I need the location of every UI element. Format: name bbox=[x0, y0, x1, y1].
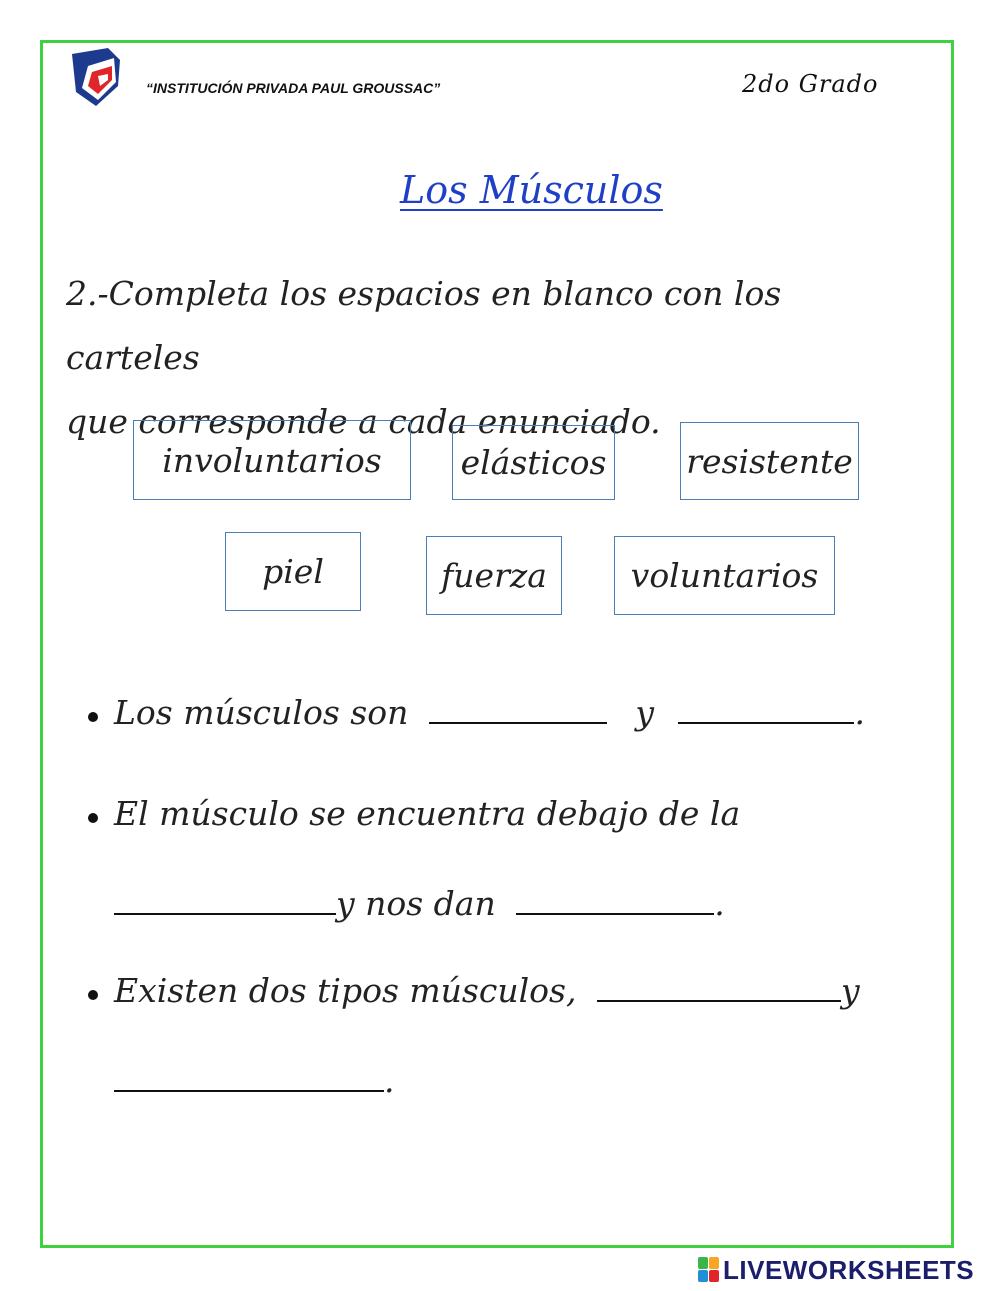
word-card-elasticos[interactable]: elásticos bbox=[452, 425, 615, 500]
blank-3[interactable] bbox=[114, 912, 336, 915]
liveworksheets-logo bbox=[698, 1256, 974, 1284]
blank-4[interactable] bbox=[516, 912, 714, 915]
instruction-line-2: que corresponde a cada enunciado. bbox=[66, 402, 661, 441]
sentence-1-text: Los músculos son bbox=[114, 693, 409, 732]
sentence-3-period: . bbox=[384, 1061, 395, 1100]
blank-6[interactable] bbox=[114, 1089, 384, 1092]
sentence-3-line-1 bbox=[114, 971, 860, 1010]
worksheet-title: Los Músculos bbox=[400, 168, 663, 212]
blank-1[interactable] bbox=[429, 721, 607, 724]
word-card-involuntarios[interactable]: involuntarios bbox=[133, 420, 411, 500]
word-card-piel[interactable]: piel bbox=[225, 532, 361, 611]
sentence-1-period: . bbox=[854, 693, 865, 732]
sentence-3-connector: y bbox=[840, 971, 860, 1010]
blank-5[interactable] bbox=[597, 999, 841, 1002]
sentence-2-line-2 bbox=[114, 884, 725, 923]
sentence-3-line-2 bbox=[114, 1061, 395, 1100]
bullet-3 bbox=[88, 990, 98, 1000]
bullet-1 bbox=[88, 712, 98, 722]
blank-2[interactable] bbox=[678, 721, 854, 724]
liveworksheets-icon bbox=[698, 1257, 720, 1283]
grade-label: 2do Grado bbox=[742, 70, 879, 98]
sentence-3-text: Existen dos tipos músculos, bbox=[114, 971, 577, 1010]
sentence-2-line-1: El músculo se encuentra debajo de la bbox=[114, 794, 741, 833]
word-card-voluntarios[interactable]: voluntarios bbox=[614, 536, 835, 615]
word-card-fuerza[interactable]: fuerza bbox=[426, 536, 562, 615]
bullet-2 bbox=[88, 813, 98, 823]
instruction-line-1: 2.-Completa los espacios en blanco con los carteles bbox=[66, 274, 782, 377]
word-card-resistente[interactable]: resistente bbox=[680, 422, 859, 500]
sentence-2-connector: y nos dan bbox=[336, 884, 496, 923]
sentence-2-period: . bbox=[714, 884, 725, 923]
sentence-1-connector: y bbox=[635, 693, 654, 732]
liveworksheets-brand: LIVEWORKSHEETS bbox=[723, 1254, 975, 1285]
school-name: “INSTITUCIÓN PRIVADA PAUL GROUSSAC” bbox=[146, 80, 441, 96]
sentence-1 bbox=[114, 693, 865, 732]
school-logo-icon bbox=[68, 46, 126, 108]
